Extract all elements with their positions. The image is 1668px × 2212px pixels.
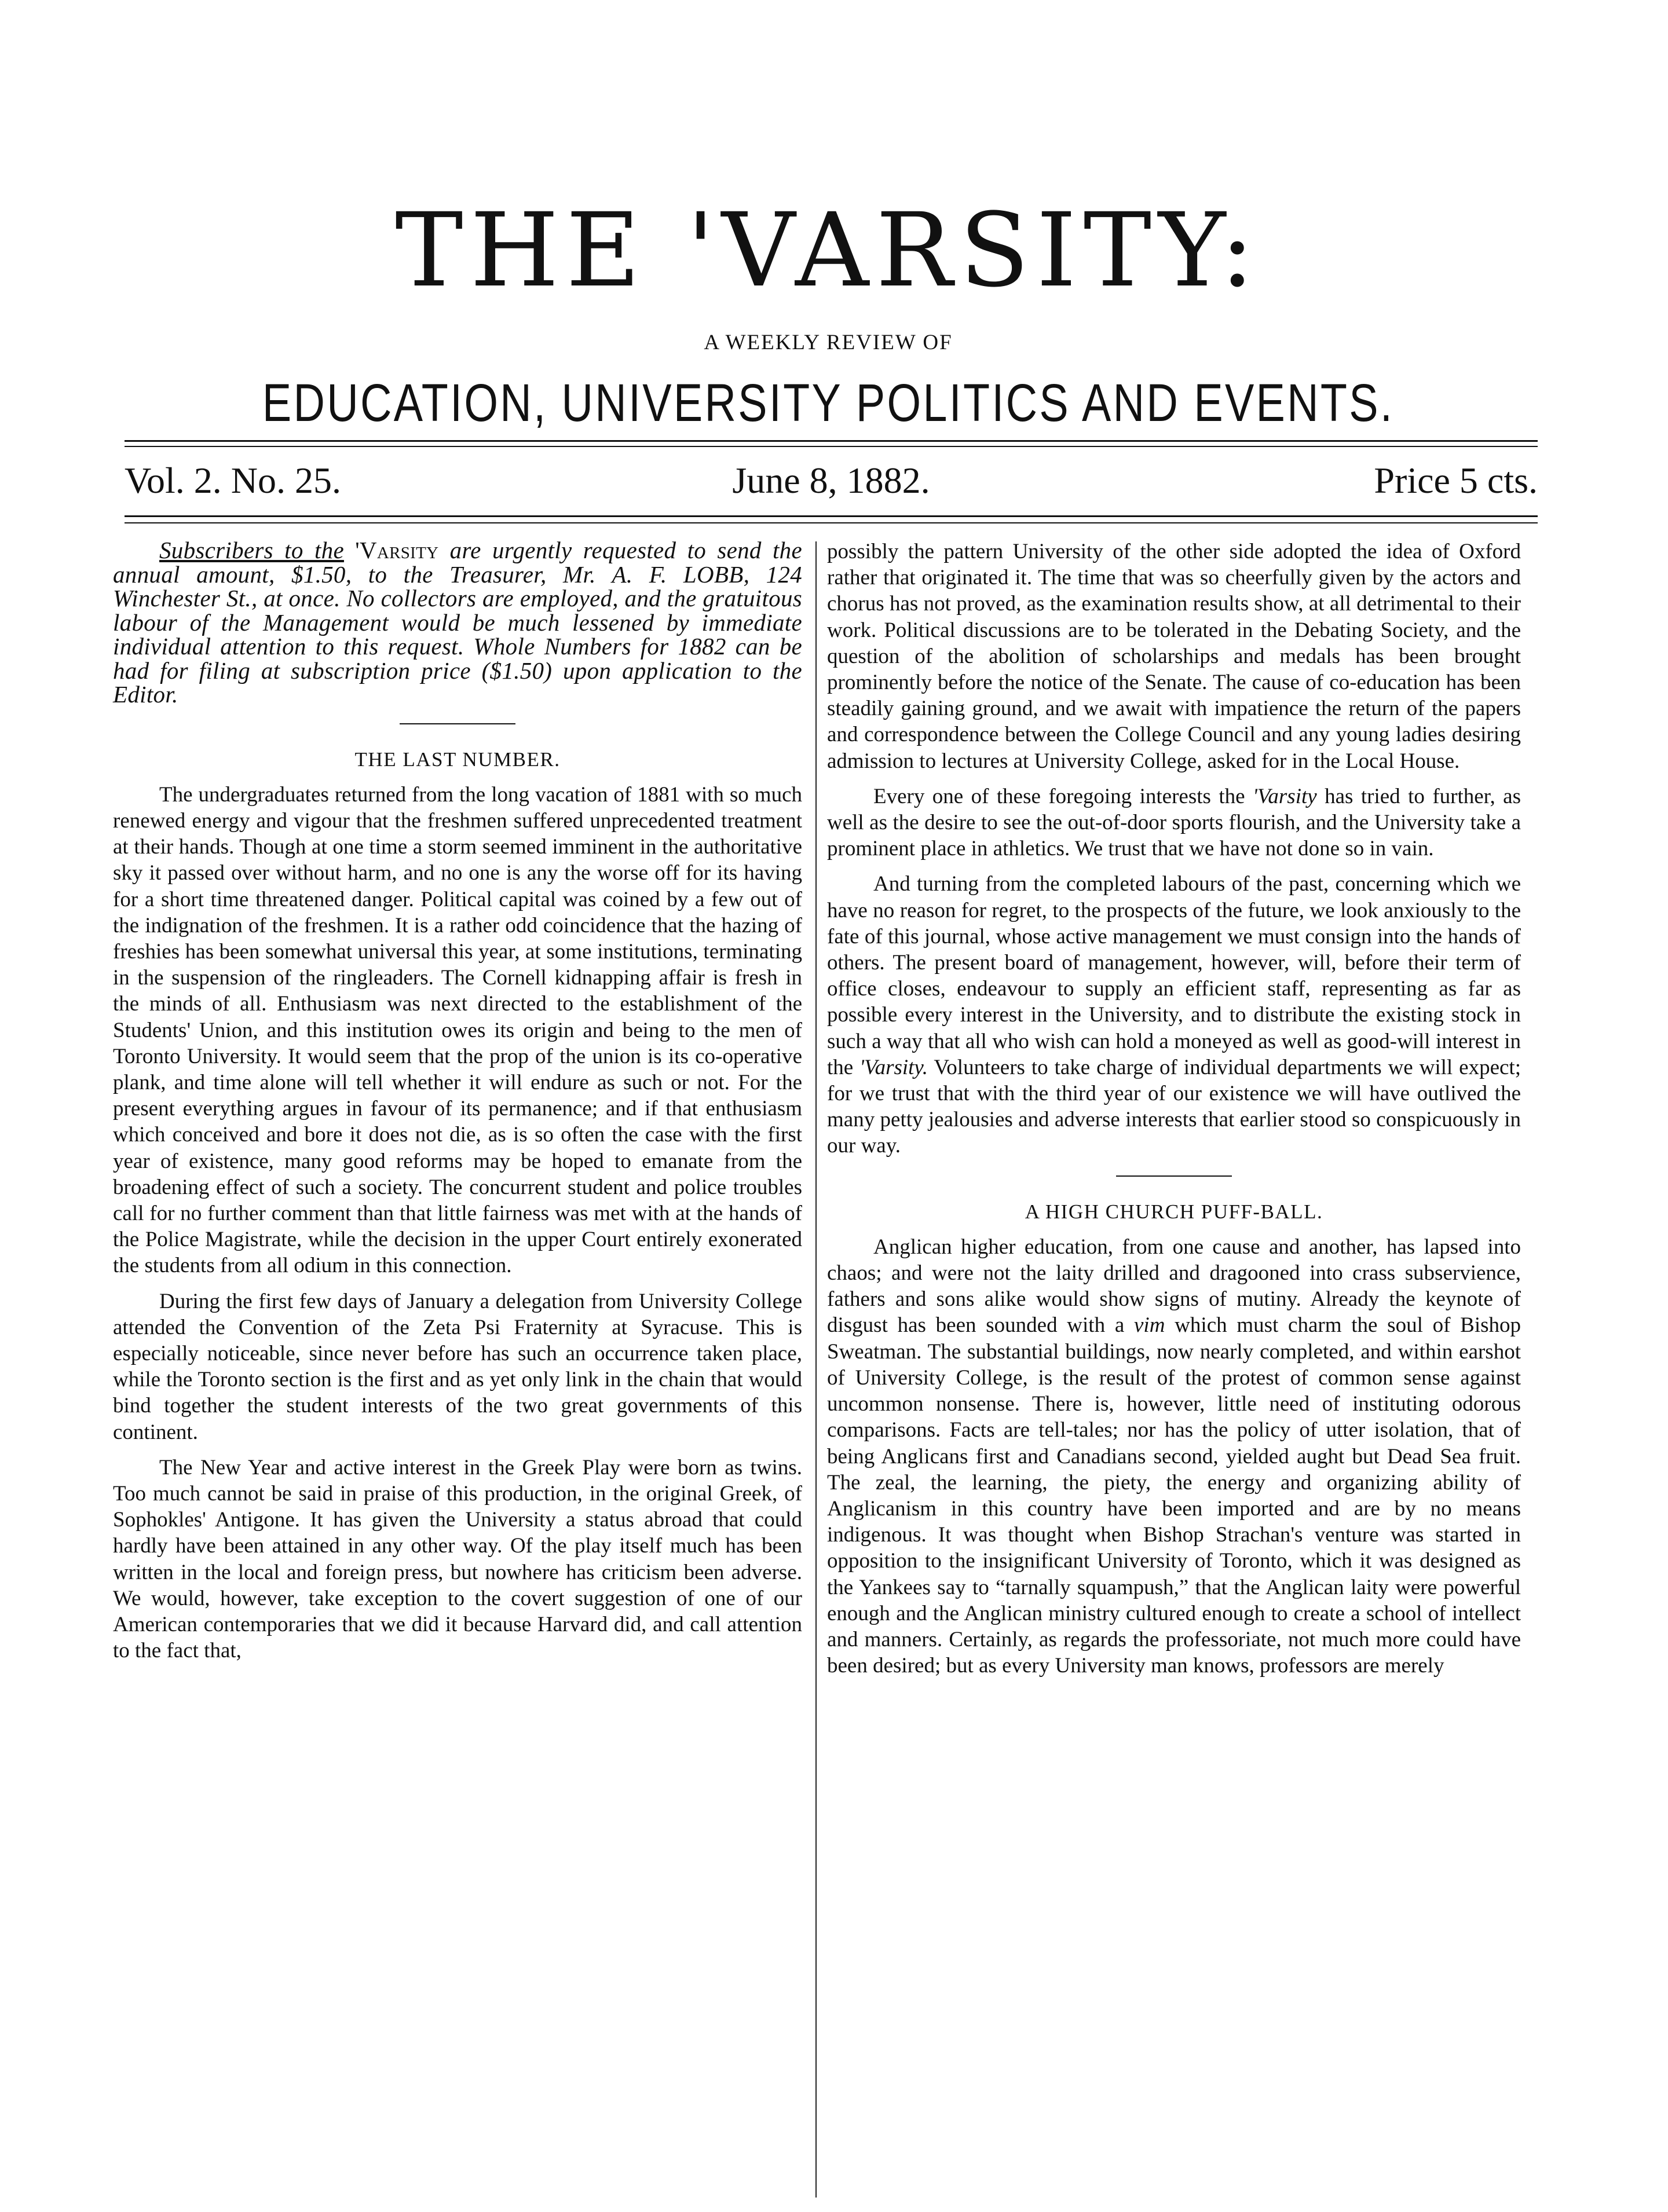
subscription-notice (113, 539, 802, 707)
issue-volume: Vol. 2. No. 25. (125, 460, 341, 501)
article-heading-puff-ball: A HIGH CHURCH PUFF-BALL. (1025, 1200, 1323, 1223)
article1-paragraph-continued: possibly the pattern University of the other side adopted the idea of Oxford rather that originated it. The time that was so cheerfully given by the actors and chorus has not proved, as the examination results show, at all detrimental to their work. Political discussions are to be tolerated in the Debating Society, and the question of the abolition of scholarships and medals has been brought prominently before the notice of the Senate. The cause of co-education has been steadily gaining ground, and we await with impatience the return of the papers and correspondence between the College Council and any young ladies desiring admission to lectures at University College, asked for in the Local House. (827, 540, 1521, 773)
issue-rule-bottom (125, 515, 1538, 517)
a2-text-b: which must charm the soul of Bishop Sweatman. The substantial buildings, now nearly completed, and within earshot of University College, is the result of the protest of common sense against uncommon nonsense. There is, however, little need of instituting odorous comparisons. Facts are tell-tales; nor has the policy of utter isolation, that of being Anglicans first and Canadians second, yielded aught but Dead Sea fruit. The zeal, the learning, the piety, the energy and organizing ability of Anglicanism in this country have been imported and are by no means indigenous. It was thought when Bishop Strachan's venture was started in opposition to the insignificant University of Toronto, which it was designed as the Yankees say to “tarnally squampush,” that the Anglican laity were powerful enough and the Anglican ministry cultured enough to create a school of intellect and manners. Certainly, as regards the professoriate, not much more could have been desired; but as every University man knows, professors are merely (827, 1313, 1521, 1678)
p6-text-b: Volunteers to take charge of individual departments we will expect; for we trust that with the third year of our existence we will have outlived the many petty jealousies and adverse interests that earlier stood so conspicuously in our way. (827, 1055, 1521, 1158)
article-heading-last-number: THE LAST NUMBER. (354, 748, 561, 771)
a2-text-a: Anglican higher education, from one cause and another, has lapsed into chaos; and were not the laity drilled and dragooned into crass subservience, fathers and sons alike would show signs of mutiny. Already the keynote of disgust has been sounded with a (827, 1235, 1521, 1338)
notice-lead: Subscribers to the (159, 537, 344, 563)
p5-text-a: Every one of these foregoing interests the (873, 784, 1245, 808)
section-divider (400, 723, 515, 724)
notice-body: are urgently requested to send the annual amount, $1.50, to the Treasurer, Mr. A. F. LOBB, 124 Winchester St., at once. No collectors are employed, and the gratuitous labour of the Management would be much lessened by immediate individual attention to this request. Whole Numbers for 1882 can be had for filing at subscription price ($1.50) upon application to the Editor. (113, 537, 802, 708)
masthead-rule-top-inner (125, 446, 1538, 447)
issue-date: June 8, 1882. (732, 460, 930, 501)
p5-varsity: 'Varsity (1252, 784, 1317, 808)
right-column (827, 539, 1521, 1679)
p5-text-b: has tried to further, as well as the desire to see the out-of-door sports flourish, and the University take a prominent place in athletics. We trust that we have not done so in vain. (827, 784, 1521, 861)
article1-paragraph-5 (827, 783, 1521, 862)
issue-line (125, 457, 1538, 504)
article1-paragraph-1: The undergraduates returned from the long vacation of 1881 with so much renewed energy and vigour that the freshmen suffered unprecedented treatment at their hands. Though at one time a storm seemed imminent in the authoritative sky it passed over without harm, and no one is any the worse off for its having for a short time threatened danger. Political capital was coined by a few out of the indignation of the freshmen. It is a rather odd coincidence that the hazing of freshies has been somewhat universal this year, at some institutions, terminating in the suspension of the ringleaders. The Cornell kidnapping affair is fresh in the minds of all. Enthusiasm was next directed to the establishment of the Students' Union, and this institution owes its origin and being to the men of Toronto University. It would seem that the prop of the union is its co-operative plank, and time alone will tell whether it will endure as such or not. For the present everything argues in favour of its permanence; and if that enthusiasm which conceived and bore it does not die, as is so often the case with the first year of existence, many good reforms may be hoped to emanate from the broadening effect of such a society. The concurrent student and police troubles call for no further comment than that little fairness was met with at the hands of the Police Magistrate, while the decision in the upper Court entirely exonerated the students from all odium in this connection. (113, 782, 802, 1278)
article1-paragraph-6 (827, 871, 1521, 1159)
column-divider (815, 541, 817, 2198)
p6-text-a: And turning from the completed labours of the past, concerning which we have no reason for regret, to the prospects of the future, we look anxiously to the fate of this journal, whose active management we must consign into the hands of others. The present board of management, however, will, before their term of office closes, endeavour to supply an efficient staff, representing as far as possible every interest in the University, and to distribute the existing stock in such a way that all who wish can hold a moneyed as well as good-will interest in the (827, 872, 1521, 1079)
masthead-topic: EDUCATION, UNIVERSITY POLITICS AND EVENTS. (262, 373, 1395, 433)
notice-paragraph (113, 539, 802, 707)
left-column (113, 539, 802, 1664)
a2-vim: vim (1134, 1313, 1165, 1338)
issue-price: Price 5 cts. (1374, 460, 1538, 501)
notice-varsity: 'Varsity (355, 537, 439, 563)
masthead-subtitle: A WEEKLY REVIEW OF (704, 331, 953, 354)
section-divider-2 (1116, 1175, 1232, 1177)
article1-paragraph-2: During the first few days of January a delegation from University College attended the Convention of the Zeta Psi Fraternity at Syracuse. This is especially noticeable, since never before has such an occurrence taken place, while the Toronto section is the first and as yet only link in the chain that would bind together the student interests of the two great governments of this continent. (113, 1289, 802, 1444)
article2-paragraph-1 (827, 1234, 1521, 1679)
article1-paragraph-3: The New Year and active interest in the Greek Play were born as twins. Too much cannot be said in praise of this production, in the original Greek, of Sophokles' Antigone. It has given the University a status abroad that could hardly have been attained in any other way. Of the play itself much has been written in the local and foreign press, but nowhere has criticism been adverse. We would, however, take exception to the covert suggestion of one of our American contemporaries that we did it because Harvard did, and call attention to the fact that, (113, 1455, 802, 1663)
masthead-rule-top (125, 440, 1538, 442)
p6-varsity: 'Varsity. (859, 1055, 928, 1079)
masthead-title: THE 'VARSITY: (395, 191, 1261, 310)
issue-rule-bottom-inner (125, 522, 1538, 523)
